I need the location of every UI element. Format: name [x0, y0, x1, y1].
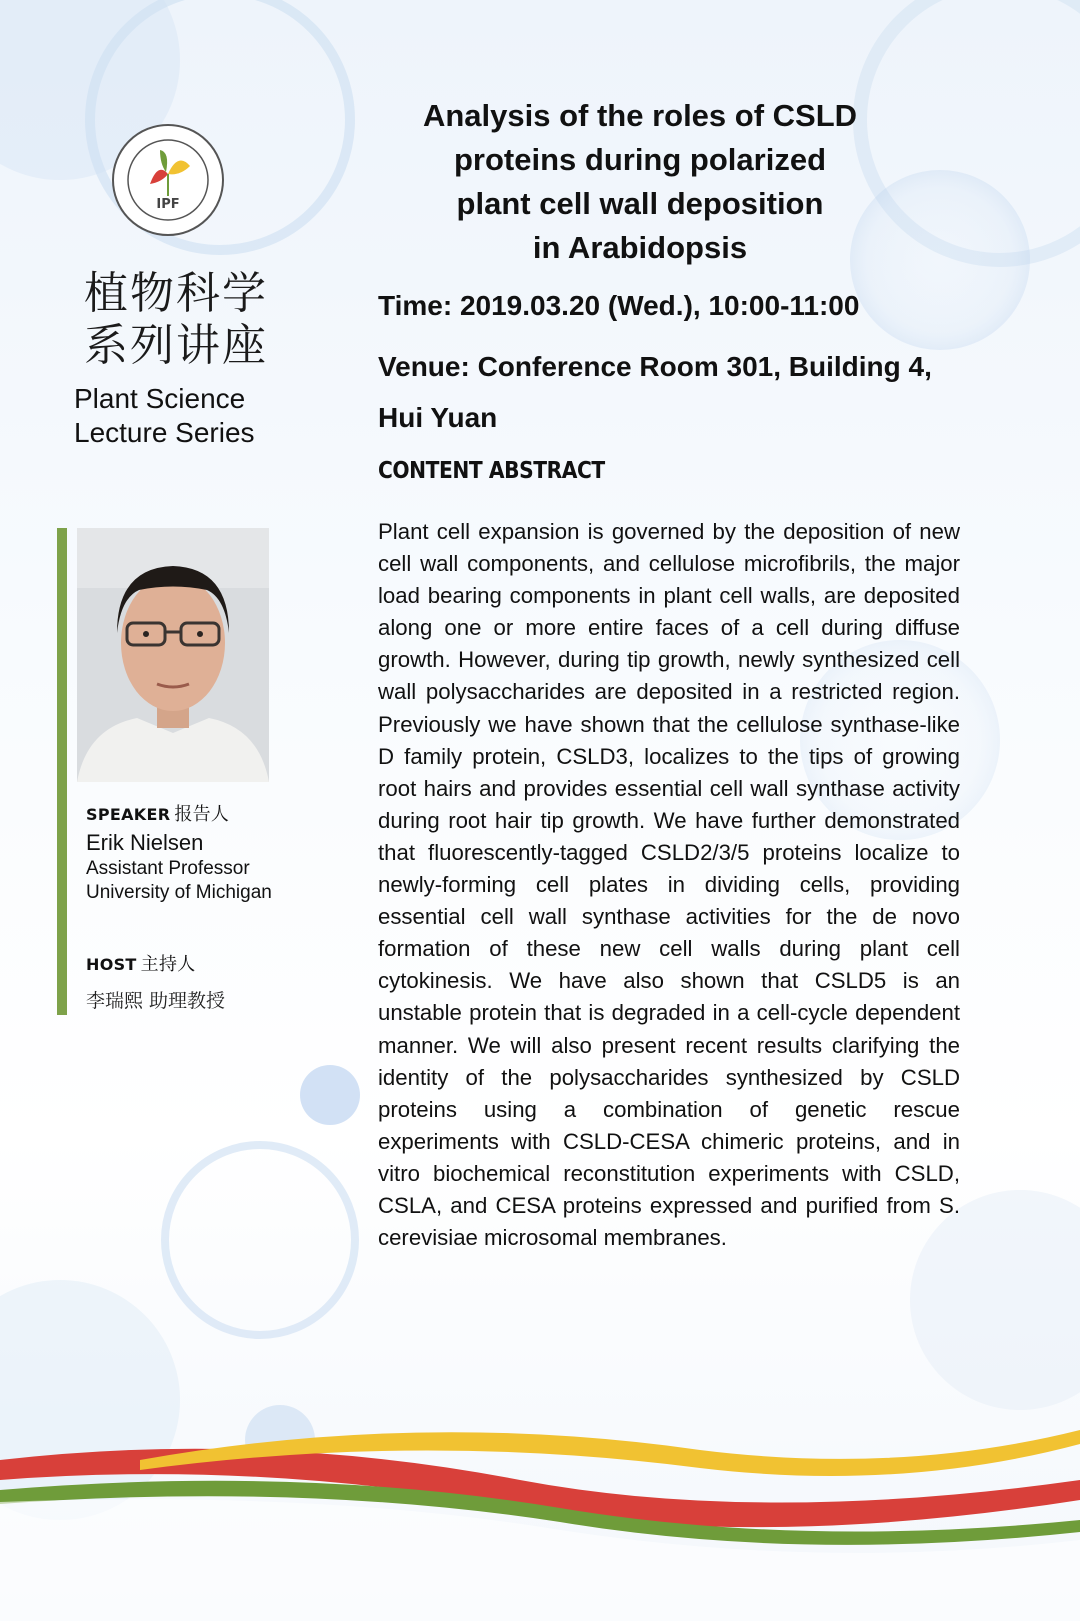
- series-cn-line1: 植物科学: [84, 268, 268, 319]
- title-line-4: in Arabidopsis: [532, 230, 748, 265]
- speaker-name: Erik Nielsen: [86, 830, 204, 855]
- ipf-logo: [110, 122, 226, 238]
- host-name: 李瑞熙 助理教授: [86, 990, 226, 1012]
- accent-bar: [57, 528, 67, 1015]
- speaker-affiliation: University of Michigan: [86, 882, 272, 903]
- venue-line-1: Venue: Conference Room 301, Building 4,: [378, 351, 932, 382]
- host-label-en: HOST: [86, 955, 137, 974]
- decorative-waves: [0, 1420, 1080, 1621]
- lecture-time: Time: 2019.03.20 (Wed.), 10:00-11:00: [378, 290, 860, 321]
- host-label-cn: 主持人: [140, 954, 196, 975]
- series-en-line1: Plant Science: [74, 383, 246, 414]
- speaker-label-cn: 报告人: [174, 804, 230, 825]
- title-line-2: proteins during polarized: [453, 142, 826, 177]
- abstract-body: Plant cell expansion is governed by the deposition of new cell wall components, and cellulose microfibrils, the major load bearing components in plant cell walls, are deposited along one or more entire faces of a cell during diffuse growth. However, during tip growth, newly synthesized cell wall polysaccharides are deposited in a restricted region. Previously we have shown that the cellulose synthase-like D family protein, CSLD3, localizes to the tips of growing root hairs and provides essential cell wall synthase activity during root hair tip growth. We have further demonstrated that fluorescently-tagged CSLD2/3/5 proteins localize to newly-forming cell plates in dividing cells, providing essential cell wall synthase activities for the de novo formation of these new cell walls during plant cell cytokinesis. We have also shown that CSLD5 is an unstable protein that is degraded in a cell-cycle dependent manner. We will also present recent results clarifying the identity of the polysaccharides synthesized by CSLD proteins using a combination of genetic rescue experiments with CSLD-CESA chimeric proteins, and in vitro biochemical reconstitution experiments with CSLD, CSLA, and CESA proteins expressed and purified from S. cerevisiae microsomal membranes.: [378, 519, 960, 1251]
- abstract-heading: CONTENT ABSTRACT: [378, 458, 605, 484]
- title-line-3: plant cell wall deposition: [456, 186, 824, 221]
- speaker-photo: [77, 528, 269, 782]
- speaker-title: Assistant Professor: [86, 858, 250, 879]
- series-cn-line2: 系列讲座: [84, 320, 268, 371]
- venue-line-2: Hui Yuan: [378, 402, 498, 433]
- title-line-1: Analysis of the roles of CSLD: [422, 98, 858, 133]
- speaker-label-en: SPEAKER: [86, 805, 171, 824]
- series-title-en: [74, 382, 314, 450]
- lecture-title: [390, 94, 890, 270]
- speaker-label: [86, 800, 229, 826]
- host-label: [86, 950, 196, 976]
- svg-text:IPF: IPF: [156, 197, 180, 212]
- lecture-venue: [378, 341, 978, 443]
- series-title-cn: [84, 268, 284, 372]
- series-en-line2: Lecture Series: [74, 417, 255, 448]
